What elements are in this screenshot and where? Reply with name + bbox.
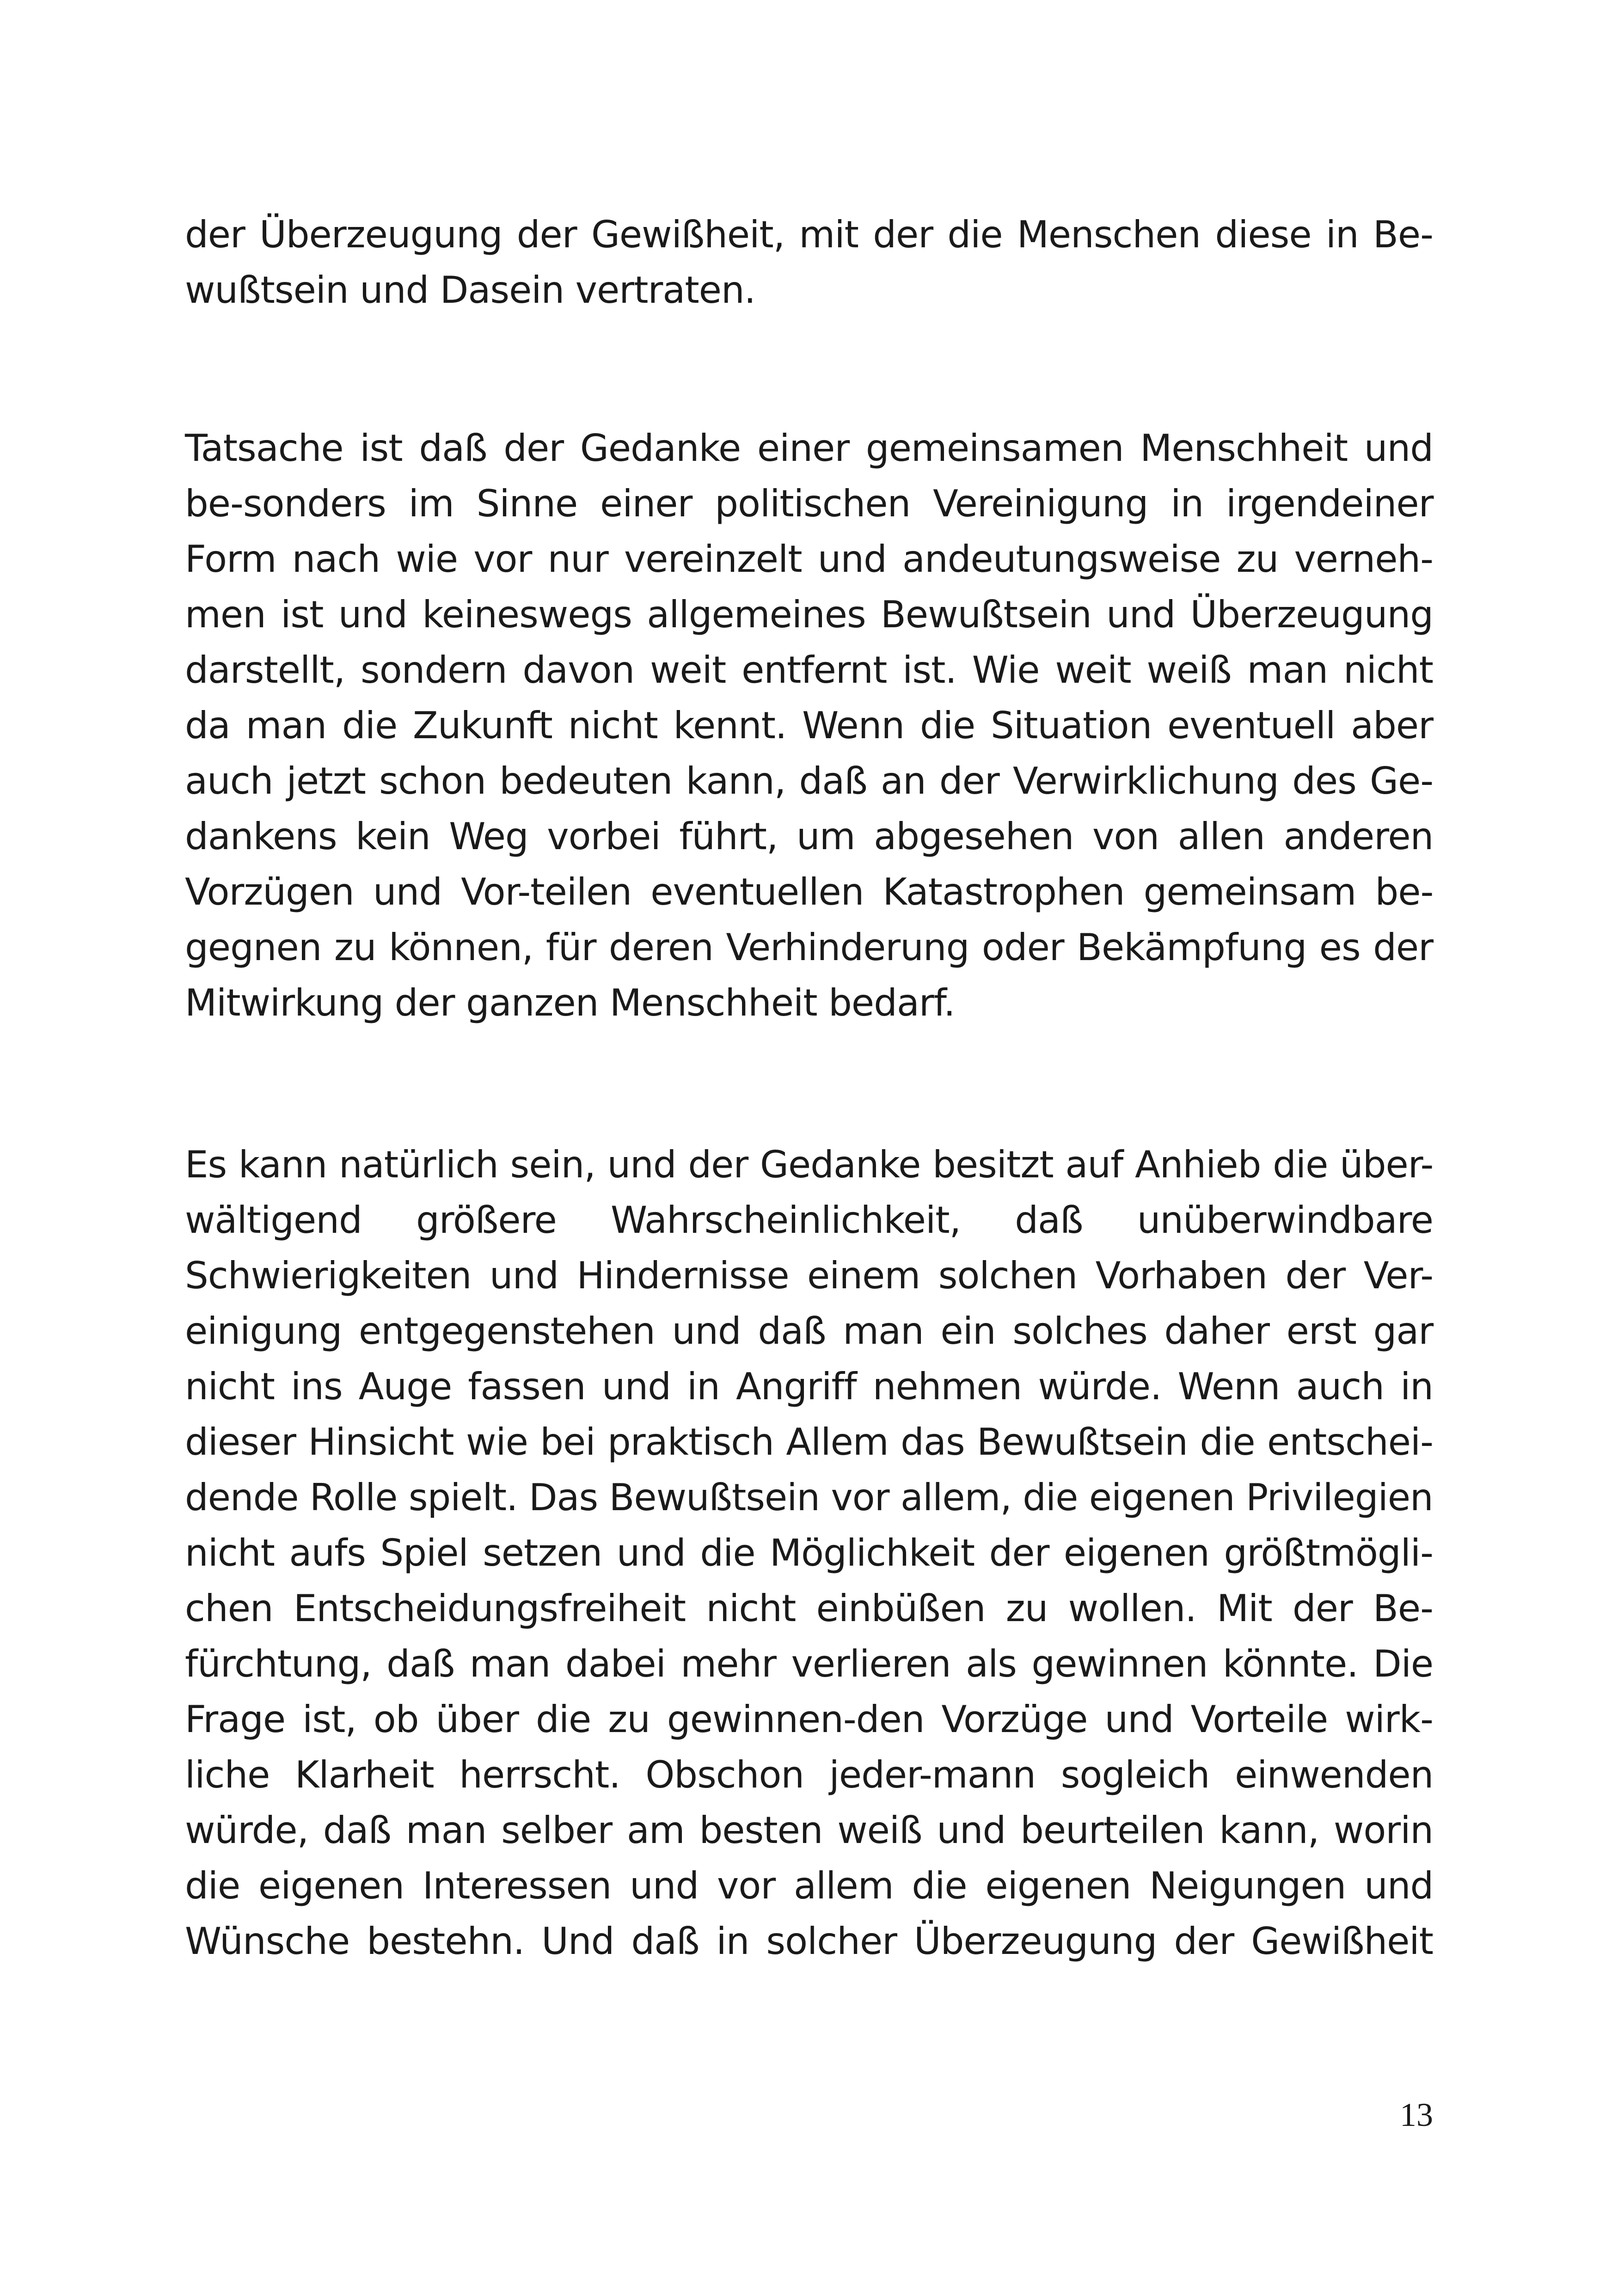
- paragraph-line: nicht ins Auge fassen und in Angriff nehmen würde. Wenn auch in: [185, 1365, 1433, 1408]
- paragraph-line: auch jetzt schon bedeuten kann, daß an der Verwirklichung des Ge-: [185, 759, 1434, 802]
- paragraph-line: gegnen zu können, für deren Verhinderung oder Bekämpfung es der: [185, 926, 1433, 969]
- paragraph-line: Schwierigkeiten und Hindernisse einem solchen Vorhaben der Ver-: [185, 1254, 1434, 1297]
- paragraph-line: Tatsache ist daß der Gedanke einer gemeinsamen Menschheit und: [185, 427, 1433, 470]
- paragraph-line: Es kann natürlich sein, und der Gedanke besitzt auf Anhieb die über-: [185, 1143, 1434, 1186]
- paragraph-1: [185, 207, 1433, 318]
- paragraph-line: wältigend größere Wahrscheinlichkeit, daß unüberwindbare: [185, 1199, 1433, 1242]
- paragraph-line: Frage ist, ob über die zu gewinnen-den Vorzüge und Vorteile wirk-: [185, 1698, 1433, 1741]
- paragraph-line: Mitwirkung der ganzen Menschheit bedarf.: [185, 981, 955, 1024]
- paragraph-line: da man die Zukunft nicht kennt. Wenn die Situation eventuell aber: [185, 704, 1433, 747]
- paragraph-line: Vorzügen und Vor-teilen eventuellen Katastrophen gemeinsam be-: [185, 870, 1434, 913]
- paragraph-line: die eigenen Interessen und vor allem die eigenen Neigungen und: [185, 1864, 1434, 1907]
- paragraph-line: liche Klarheit herrscht. Obschon jeder-mann sogleich einwenden: [185, 1753, 1434, 1796]
- paragraph-line: wußtsein und Dasein vertraten.: [185, 269, 756, 312]
- paragraph-line: darstellt, sondern davon weit entfernt ist. Wie weit weiß man nicht: [185, 649, 1433, 692]
- paragraph-line: nicht aufs Spiel setzen und die Möglichkeit der eigenen größtmögli-: [185, 1531, 1433, 1574]
- paragraph-line: dankens kein Weg vorbei führt, um abgesehen von allen anderen: [185, 815, 1434, 858]
- paragraph-line: würde, daß man selber am besten weiß und beurteilen kann, worin: [185, 1809, 1434, 1852]
- paragraph-line: be-sonders im Sinne einer politischen Vereinigung in irgendeiner: [185, 482, 1434, 525]
- page-number: 13: [1400, 2096, 1433, 2133]
- paragraph-line: Form nach wie vor nur vereinzelt und andeutungsweise zu verneh-: [185, 538, 1433, 581]
- paragraph-2: [185, 421, 1433, 1031]
- paragraph-line: Wünsche bestehn. Und daß in solcher Überzeugung der Gewißheit: [185, 1920, 1433, 1963]
- paragraph-line: der Überzeugung der Gewißheit, mit der die Menschen diese in Be-: [185, 213, 1433, 256]
- paragraph-line: fürchtung, daß man dabei mehr verlieren als gewinnen könnte. Die: [185, 1642, 1434, 1685]
- paragraph-line: men ist und keineswegs allgemeines Bewußtsein und Überzeugung: [185, 593, 1433, 636]
- paragraph-3: [185, 1137, 1433, 1969]
- paragraph-line: einigung entgegenstehen und daß man ein solches daher erst gar: [185, 1310, 1434, 1353]
- paragraph-line: dende Rolle spielt. Das Bewußtsein vor allem, die eigenen Privilegien: [185, 1476, 1433, 1519]
- paragraph-line: dieser Hinsicht wie bei praktisch Allem das Bewußtsein die entschei-: [185, 1420, 1433, 1463]
- paragraph-line: chen Entscheidungsfreiheit nicht einbüßen zu wollen. Mit der Be-: [185, 1587, 1433, 1630]
